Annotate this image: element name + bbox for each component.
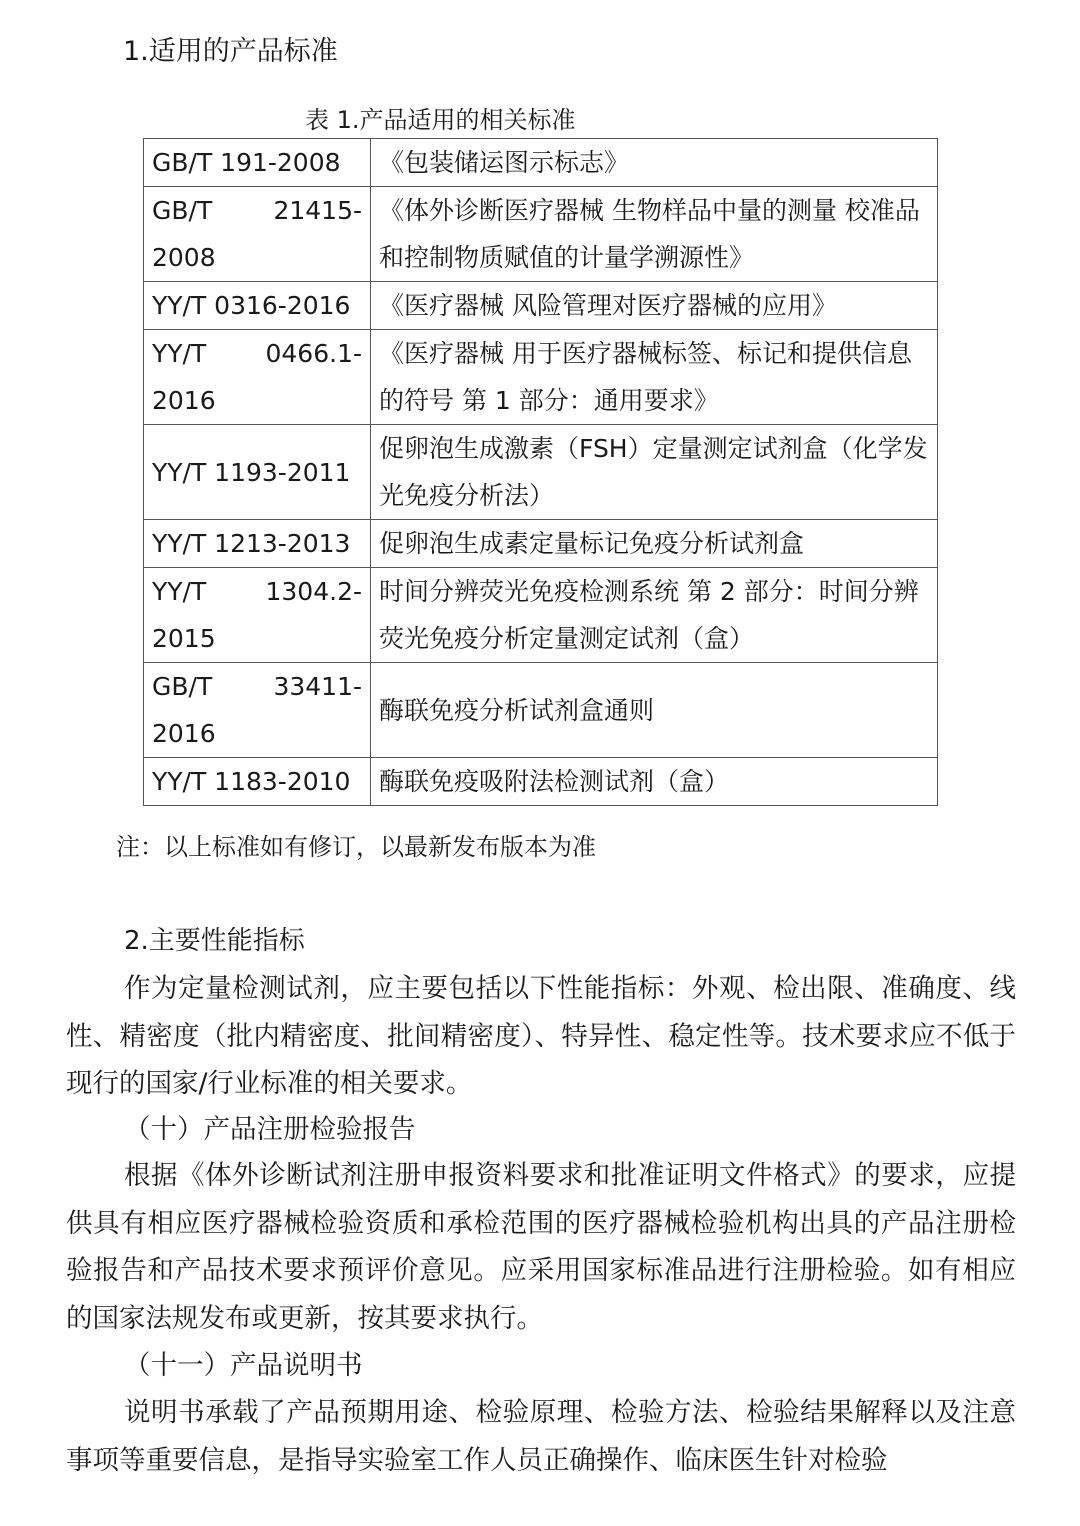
table-row [144, 568, 938, 663]
table-row [144, 330, 938, 425]
table-row [144, 663, 938, 758]
table-row [144, 139, 938, 187]
standard-code: YY/T 1213-2013 [144, 520, 371, 568]
section-11-title: （十一）产品说明书 [124, 1350, 363, 1381]
standard-code: GB/T 191-2008 [144, 139, 371, 187]
standard-name: 酶联免疫分析试剂盒通则 [371, 663, 938, 758]
standard-code: YY/T 0316-2016 [144, 282, 371, 330]
table-caption: 表 1.产品适用的相关标准 [305, 106, 576, 134]
section-10-title: （十）产品注册检验报告 [124, 1114, 416, 1145]
standard-name: 促卵泡生成素定量标记免疫分析试剂盒 [371, 520, 938, 568]
table-row [144, 758, 938, 806]
standard-code: GB/T 33411-2016 [144, 663, 371, 758]
table-row [144, 187, 938, 282]
section-2-paragraph: 作为定量检测试剂，应主要包括以下性能指标：外观、检出限、准确度、线性、精密度（批内精密度、批间精密度）、特异性、稳定性等。技术要求应不低于现行的国家/行业标准的相关要求。 [66, 973, 1016, 1099]
table-row [144, 425, 938, 520]
standard-name: 酶联免疫吸附法检测试剂（盒） [371, 758, 938, 806]
standard-code: YY/T 1304.2-2015 [144, 568, 371, 663]
standard-name: 《体外诊断医疗器械 生物样品中量的测量 校准品和控制物质赋值的计量学溯源性》 [371, 187, 938, 282]
standard-name: 《医疗器械 用于医疗器械标签、标记和提供信息的符号 第 1 部分：通用要求》 [371, 330, 938, 425]
standard-name: 《包装储运图示标志》 [371, 139, 938, 187]
table-row [144, 282, 938, 330]
standard-name: 促卵泡生成激素（FSH）定量测定试剂盒（化学发光免疫分析法） [371, 425, 938, 520]
section-1-title: 1.适用的产品标准 [123, 36, 338, 67]
standard-name: 时间分辨荧光免疫检测系统 第 2 部分：时间分辨荧光免疫分析定量测定试剂（盒） [371, 568, 938, 663]
standard-code: YY/T 1193-2011 [144, 425, 371, 520]
table-note: 注：以上标准如有修订，以最新发布版本为准 [116, 833, 596, 861]
section-11-paragraph: 说明书承载了产品预期用途、检验原理、检验方法、检验结果解释以及注意事项等重要信息，是指导实验室工作人员正确操作、临床医生针对检验 [66, 1397, 1016, 1476]
standard-code: YY/T 1183-2010 [144, 758, 371, 806]
table-row [144, 520, 938, 568]
standard-code: YY/T 0466.1-2016 [144, 330, 371, 425]
standards-table [143, 138, 938, 806]
standard-code: GB/T 21415-2008 [144, 187, 371, 282]
section-2-title: 2.主要性能指标 [124, 926, 305, 956]
section-10-paragraph: 根据《体外诊断试剂注册申报资料要求和批准证明文件格式》的要求，应提供具有相应医疗器械检验资质和承检范围的医疗器械检验机构出具的产品注册检验报告和产品技术要求预评价意见。应采用国家标准品进行注册检验。如有相应的国家法规发布或更新，按其要求执行。 [66, 1160, 1016, 1334]
standard-name: 《医疗器械 风险管理对医疗器械的应用》 [371, 282, 938, 330]
